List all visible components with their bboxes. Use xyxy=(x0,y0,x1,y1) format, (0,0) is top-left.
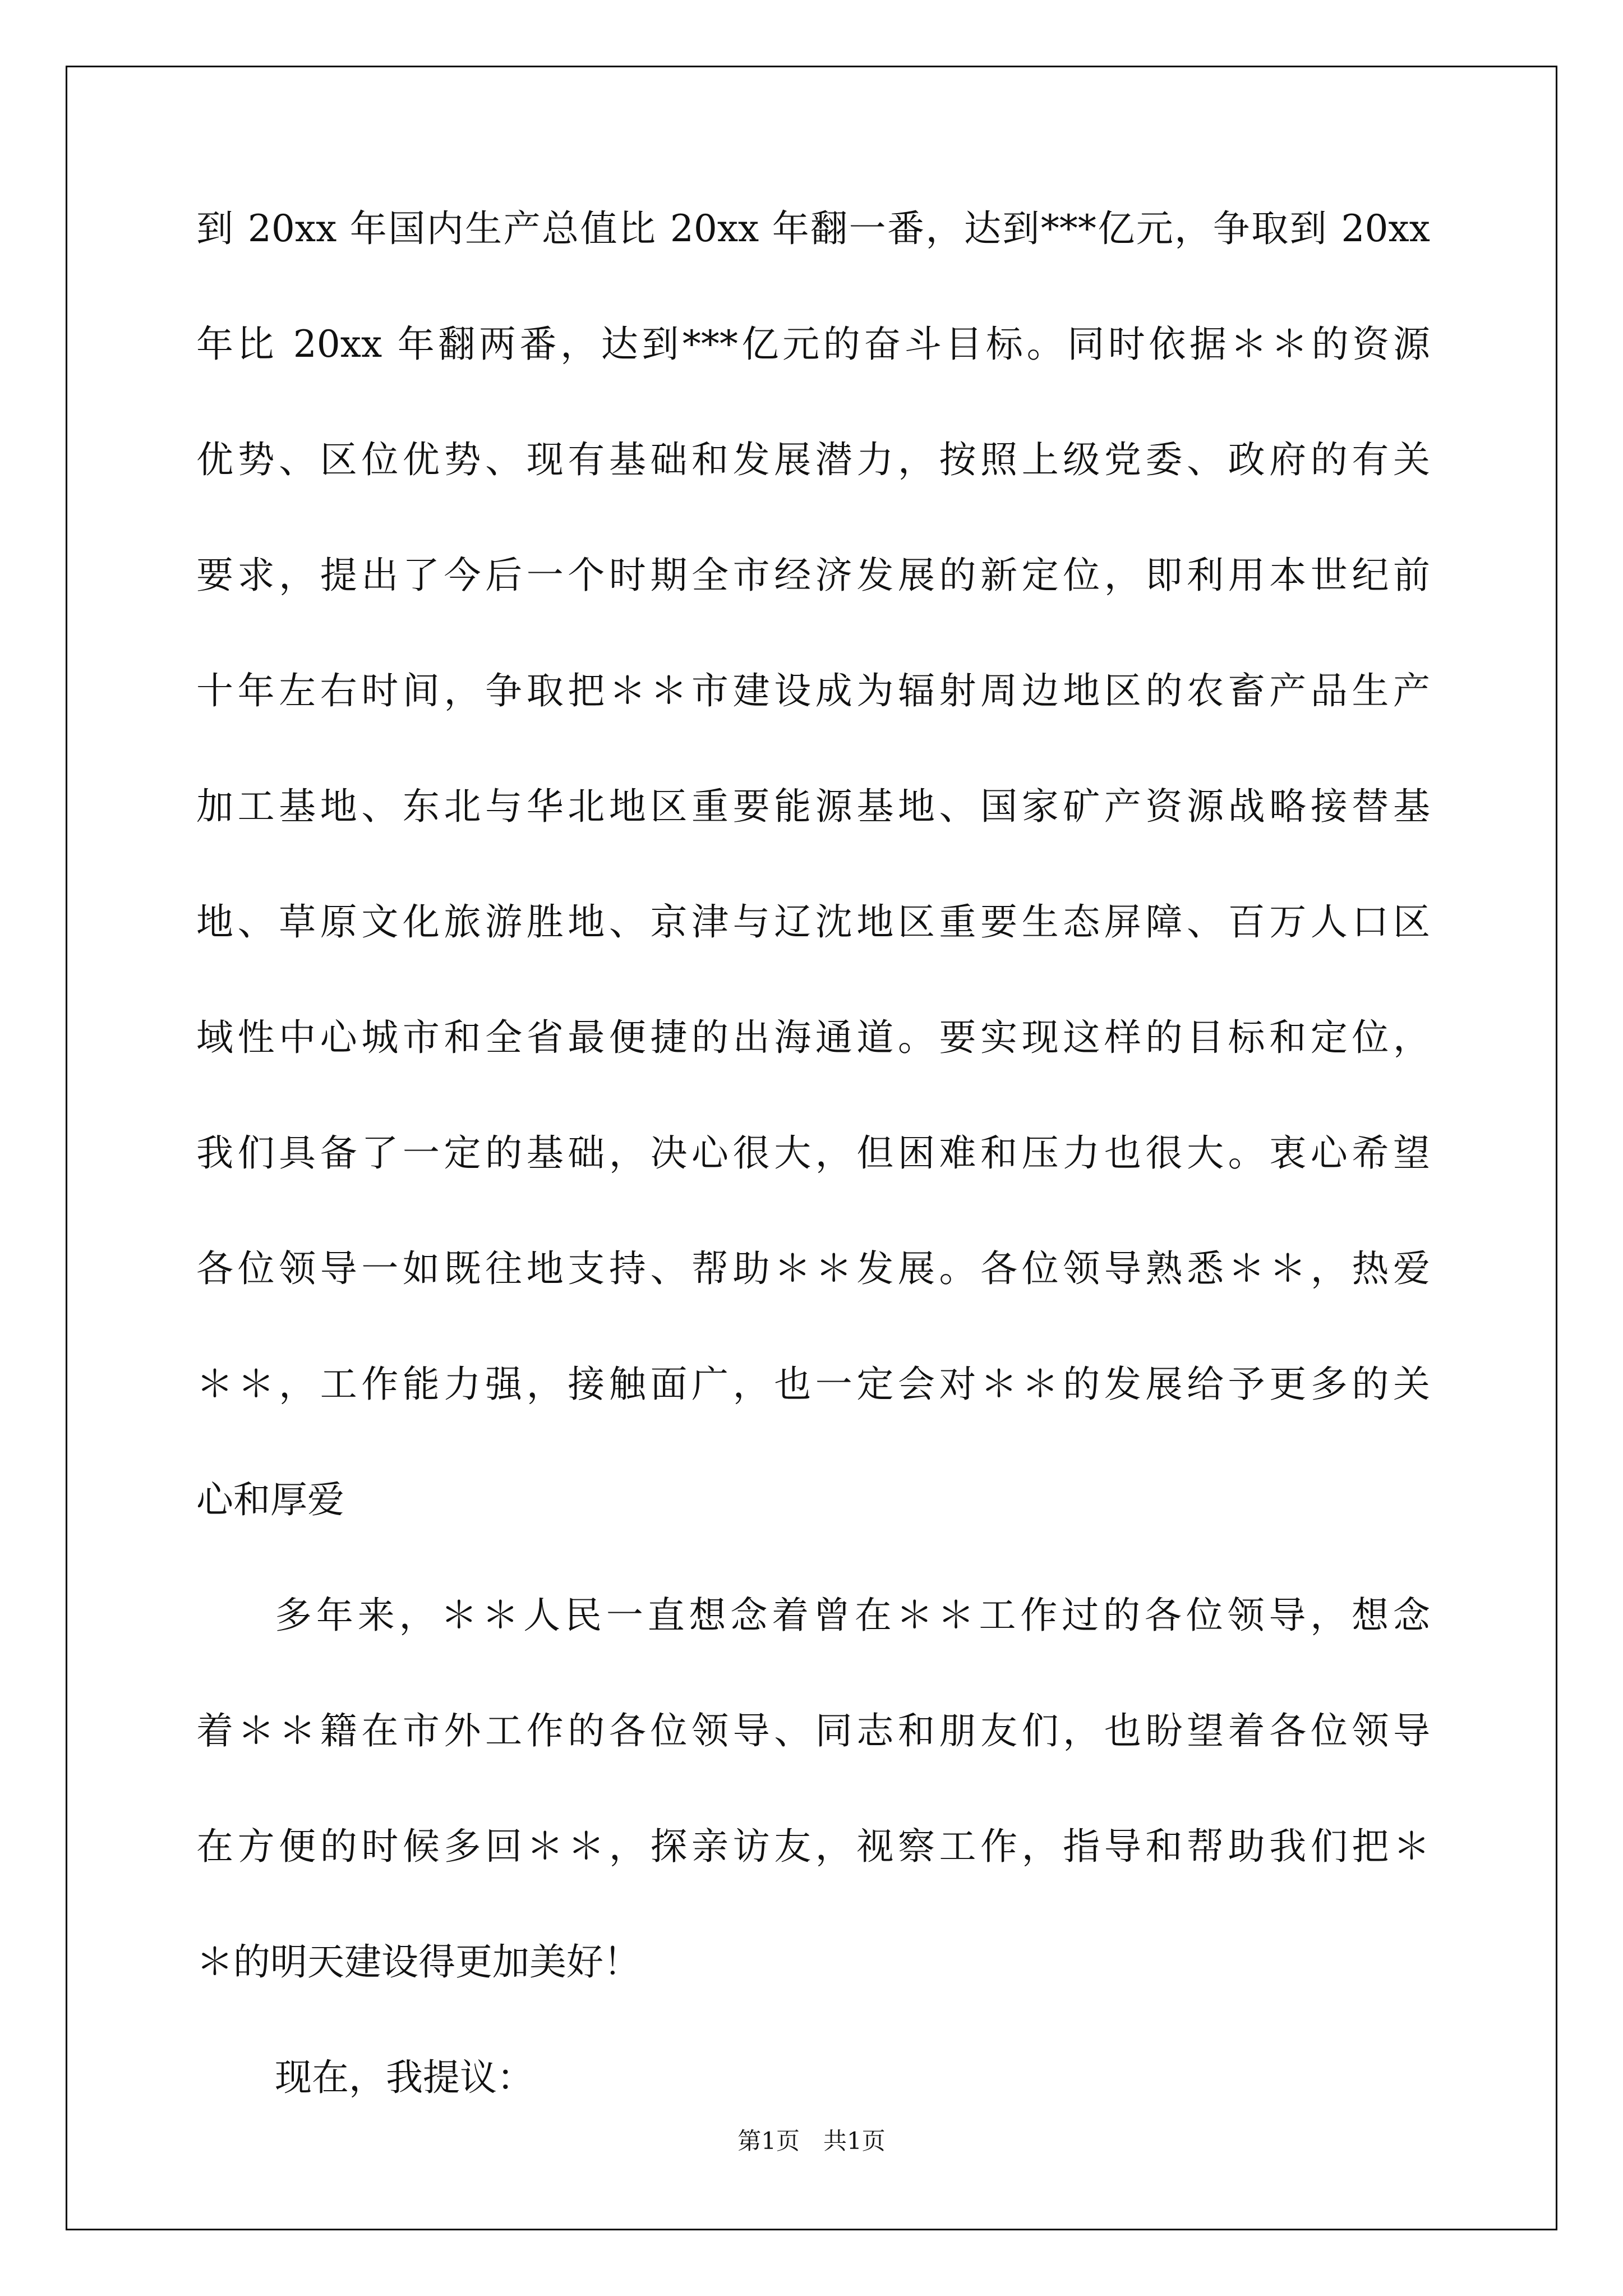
text-line: 加工基地、东北与华北地区重要能源基地、国家矿产资源战略接替基 xyxy=(196,785,1430,828)
text-line: 到 20xx 年国内生产总值比 20xx 年翻一番，达到***亿元，争取到 20xx xyxy=(196,207,1430,250)
text-line: 在方便的时候多回＊＊，探亲访友，视察工作，指导和帮助我们把＊ xyxy=(196,1825,1430,1868)
text-line: 地、草原文化旅游胜地、京津与辽沈地区重要生态屏障、百万人口区 xyxy=(196,900,1430,944)
text-line: ＊＊，工作能力强，接触面广，也一定会对＊＊的发展给予更多的关 xyxy=(196,1363,1430,1406)
text-line: ＊的明天建设得更加美好！ xyxy=(196,1940,640,1984)
text-line: 十年左右时间，争取把＊＊市建设成为辐射周边地区的农畜产品生产 xyxy=(196,669,1430,712)
document-body xyxy=(196,207,1430,2175)
text-line: 各位领导一如既往地支持、帮助＊＊发展。各位领导熟悉＊＊，热爱 xyxy=(196,1247,1430,1290)
text-line: 心和厚爱 xyxy=(196,1478,344,1521)
text-line: 着＊＊籍在市外工作的各位领导、同志和朋友们，也盼望着各位领导 xyxy=(196,1709,1430,1752)
text-line: 多年来，＊＊人民一直想念着曾在＊＊工作过的各位领导，想念 xyxy=(275,1594,1430,1637)
text-line: 要求，提出了今后一个时期全市经济发展的新定位，即利用本世纪前 xyxy=(196,554,1430,597)
text-line: 域性中心城市和全省最便捷的出海通道。要实现这样的目标和定位， xyxy=(196,1016,1430,1059)
text-line: 现在，我提议： xyxy=(275,2056,534,2099)
text-line: 优势、区位优势、现有基础和发展潜力，按照上级党委、政府的有关 xyxy=(196,438,1430,481)
text-line: 年比 20xx 年翻两番，达到***亿元的奋斗目标。同时依据＊＊的资源 xyxy=(196,323,1430,366)
page-number-footer: 第1页 共1页 xyxy=(737,2127,886,2155)
text-line: 我们具备了一定的基础，决心很大，但困难和压力也很大。衷心希望 xyxy=(196,1131,1430,1175)
